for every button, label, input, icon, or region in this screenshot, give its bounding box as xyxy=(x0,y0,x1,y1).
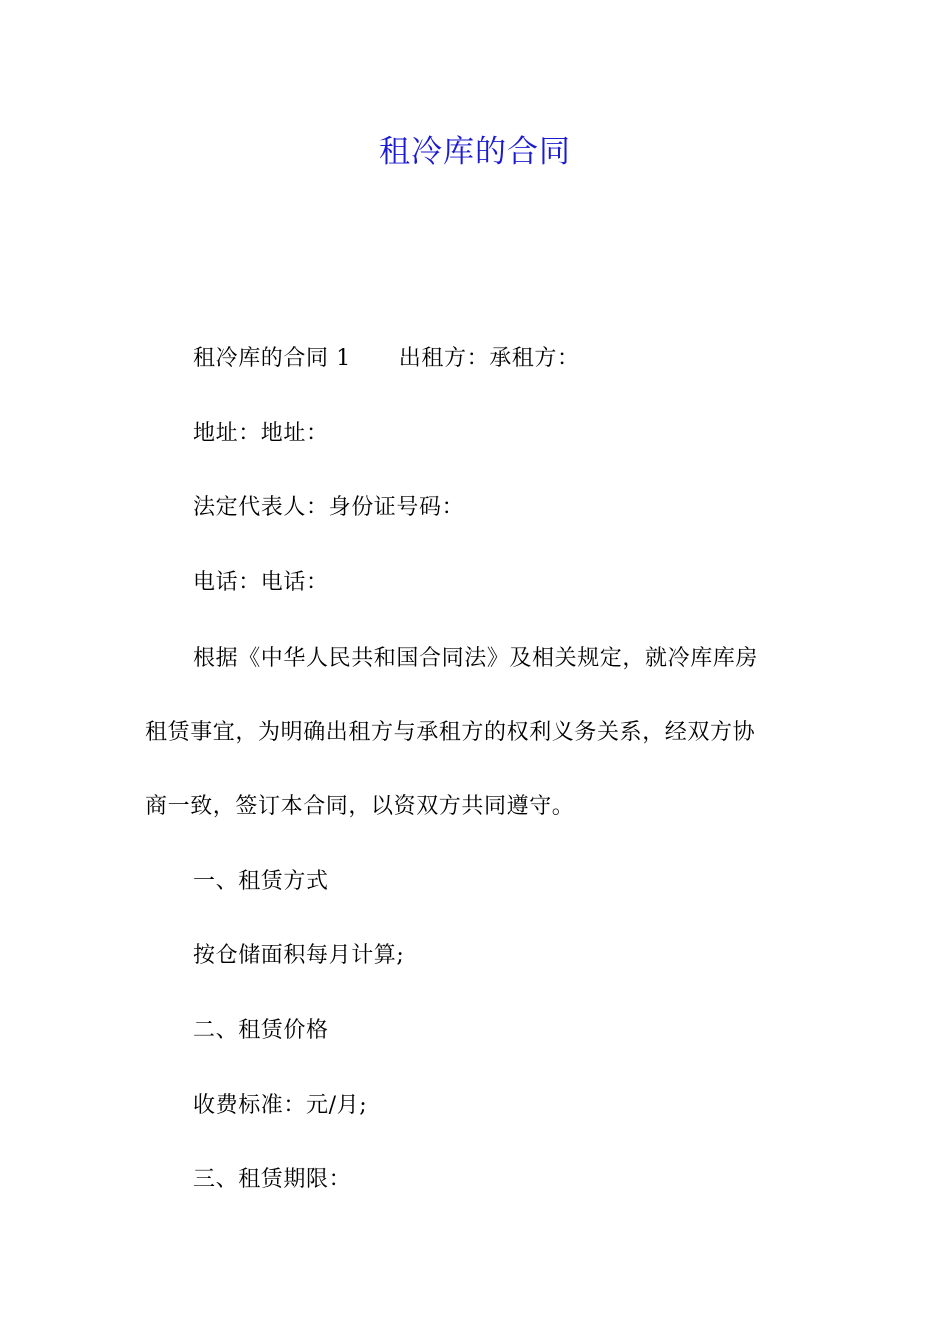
section-heading-2: 二、租赁价格 xyxy=(193,1018,329,1043)
paragraph-line-3: 商一致，签订本合同，以资双方共同遵守。 xyxy=(145,794,575,819)
phone-line: 电话：电话： xyxy=(193,570,329,595)
section-heading-3: 三、租赁期限： xyxy=(193,1167,352,1192)
section-heading-1: 一、租赁方式 xyxy=(193,869,329,894)
representative-line: 法定代表人：身份证号码： xyxy=(193,495,465,520)
section-body-2: 收费标准：元/月; xyxy=(193,1093,368,1118)
contract-heading-line xyxy=(145,343,858,375)
paragraph-line-2: 租赁事宜，为明确出租方与承租方的权利义务关系，经双方协 xyxy=(145,720,756,745)
parties-label: 出租方：承租方： xyxy=(398,346,580,371)
document-title: 租冷库的合同 xyxy=(379,134,571,170)
address-line: 地址：地址： xyxy=(193,421,329,446)
paragraph-line-1: 根据《中华人民共和国合同法》及相关规定，就冷库库房 xyxy=(193,646,759,671)
contract-number-label: 租冷库的合同 1 xyxy=(193,346,351,371)
section-body-1: 按仓储面积每月计算; xyxy=(193,943,405,968)
